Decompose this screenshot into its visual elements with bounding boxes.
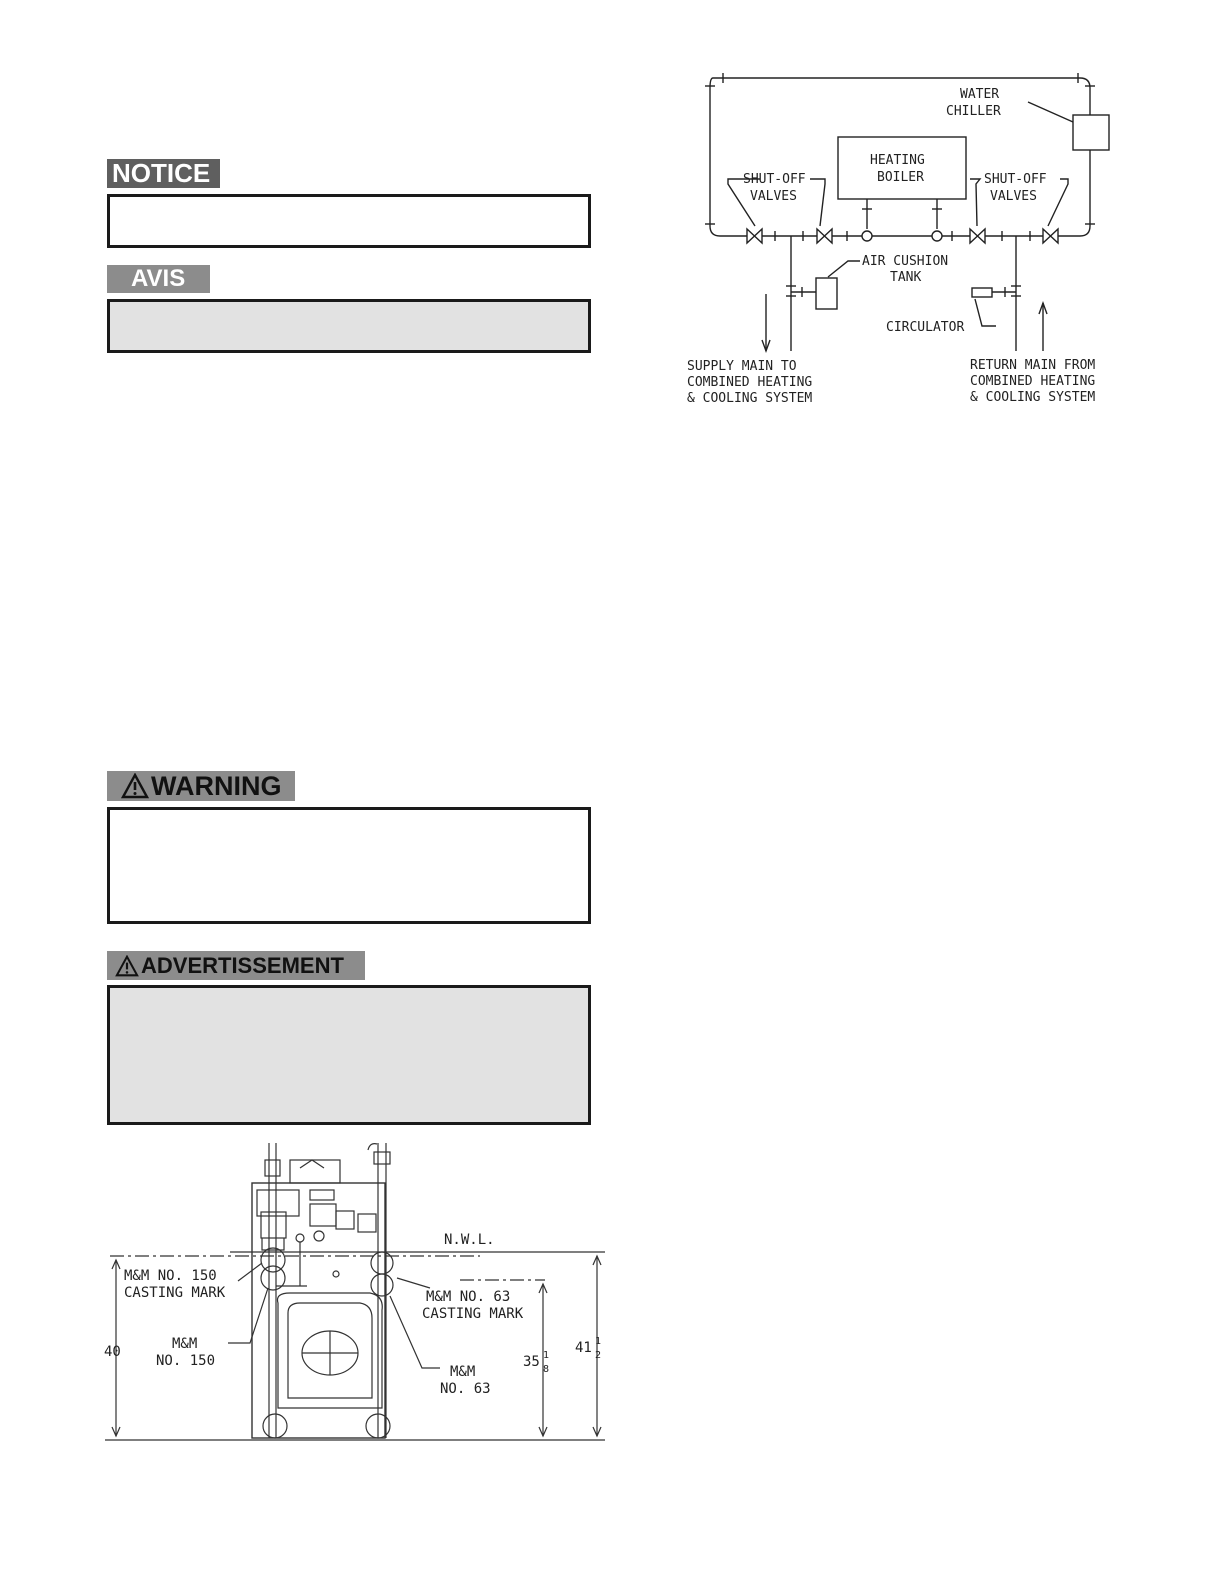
circulator-box (972, 288, 992, 297)
avis-box (107, 299, 591, 353)
mm63-casting-line1: M&M NO. 63 (426, 1289, 511, 1305)
water-chiller-line2: CHILLER (946, 104, 1001, 119)
nwl-label: N.W.L. (444, 1232, 495, 1248)
notice-box (107, 194, 591, 248)
mm150-casting-line2: CASTING MARK (124, 1285, 226, 1301)
warning-label (107, 771, 295, 801)
boiler-front-drawing (100, 1138, 610, 1450)
heating-boiler-box (838, 137, 966, 199)
warning-triangle-icon (121, 773, 149, 799)
water-chiller-box (1073, 115, 1109, 150)
mm150-line2: NO. 150 (156, 1353, 216, 1369)
notice-label-text: NOTICE (112, 158, 211, 188)
supply-main-line3: & COOLING SYSTEM (687, 391, 813, 406)
mm150-line1: M&M (172, 1336, 198, 1352)
water-chiller-line1: WATER (960, 87, 1000, 102)
supply-main-line2: COMBINED HEATING (687, 375, 813, 390)
mm63-line1: M&M (450, 1364, 476, 1380)
advertissement-label-text: ADVERTISSEMENT (141, 952, 344, 978)
tank-label: TANK (890, 270, 922, 285)
avis-label (107, 265, 210, 293)
return-main-line3: & COOLING SYSTEM (970, 390, 1096, 405)
mm63-casting-line2: CASTING MARK (422, 1306, 524, 1322)
shutoff-left-line1: SHUT-OFF (743, 172, 806, 187)
warning-label-text: WARNING (151, 770, 282, 801)
dim-35-whole: 35 (523, 1354, 540, 1370)
air-cushion-label: AIR CUSHION (862, 254, 949, 269)
supply-main-line1: SUPPLY MAIN TO (687, 359, 797, 374)
shutoff-right-line1: SHUT-OFF (984, 172, 1047, 187)
shutoff-right-line2: VALVES (990, 189, 1037, 204)
dim-40: 40 (104, 1344, 121, 1360)
dim-35-den: 8 (543, 1364, 550, 1375)
shutoff-left-line2: VALVES (750, 189, 797, 204)
advertissement-box (107, 985, 591, 1125)
mm150-casting-line1: M&M NO. 150 (124, 1268, 217, 1284)
heating-boiler-line1: HEATING (870, 153, 925, 168)
dim-41-num: 1 (595, 1336, 602, 1347)
dim-41-den: 2 (595, 1350, 602, 1361)
circulator-label: CIRCULATOR (886, 320, 965, 335)
air-cushion-tank (816, 278, 837, 309)
notice-label (107, 159, 220, 188)
return-main-line2: COMBINED HEATING (970, 374, 1096, 389)
avis-label-text: AVIS (131, 265, 186, 292)
mm63-line2: NO. 63 (440, 1381, 491, 1397)
advertissement-label (107, 951, 365, 980)
warning-box (107, 807, 591, 924)
dim-41-whole: 41 (575, 1340, 592, 1356)
piping-diagram (680, 66, 1120, 411)
warning-triangle-icon (115, 955, 139, 977)
heating-boiler-line2: BOILER (877, 170, 924, 185)
dim-35-num: 1 (543, 1350, 550, 1361)
return-main-line1: RETURN MAIN FROM (970, 358, 1096, 373)
